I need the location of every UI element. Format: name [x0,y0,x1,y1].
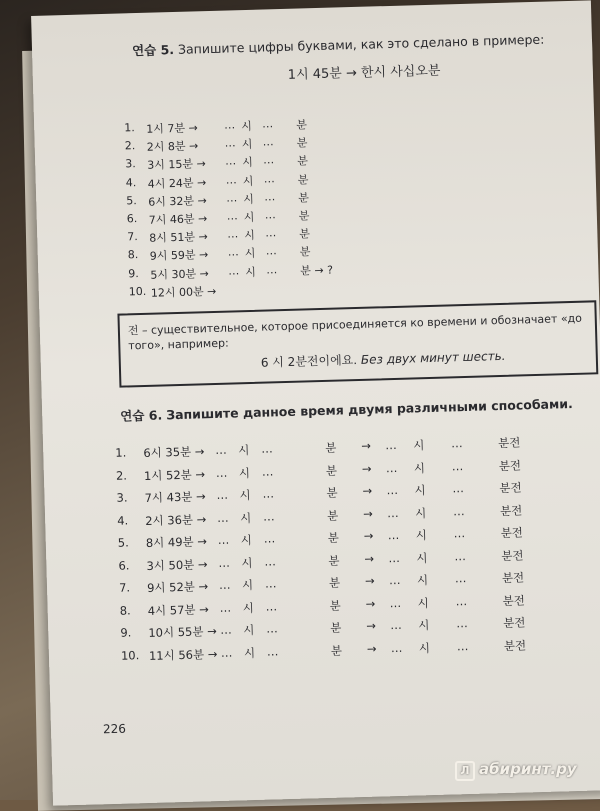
exercise6-d2: … [264,553,277,569]
exercise5-dots1: … [225,172,237,187]
exercise6-d4: … [450,436,463,451]
exercise6-si2: 시 [416,550,428,565]
exercise6-d3: … [388,550,401,565]
exercise6-bunjeon: 분전 [497,435,521,451]
exercise6-d2: … [266,643,279,659]
exercise6-d3: … [390,617,402,633]
exercise6-d3: … [390,640,403,655]
exercise6-bun: 분 [328,575,341,590]
exercise5-time: 3시 15분 → [147,157,206,173]
exercise6-d1: … [216,487,229,502]
exercise6-time: 3시 50분 → [146,556,208,573]
exercise5-si: 시 [241,138,253,152]
exercise6-d1: … [215,465,228,480]
exercise5-dots2: … [262,117,274,131]
exercise6-num: 7. [118,580,131,595]
exercise5-bun: 분 [296,136,308,150]
exercise6-num: 1. [115,445,127,460]
exercise5-label: 연습 5. [131,41,175,59]
exercise6-num: 4. [116,512,129,528]
exercise6-d2: … [262,486,275,501]
exercise5-dots1: … [228,263,240,278]
exercise6-arrow: → [364,551,375,566]
watermark-logo-icon: Л [455,761,475,781]
exercise6-si2: 시 [418,618,430,633]
exercise5-time: 7시 46분 → [148,212,208,227]
exercise5-si: 시 [241,119,253,134]
exercise6-d4: … [454,571,467,586]
exercise5-num: 6. [126,212,138,226]
exercise5-dots1: … [226,209,238,223]
exercise6-num: 2. [115,467,128,483]
exercise5-time: 1시 7분 → [146,121,198,136]
exercise5-num: 3. [125,157,136,171]
exercise6-time: 9시 52분 → [146,579,209,595]
exercise6-d1: … [218,555,231,570]
exercise6-bunjeon: 분전 [501,547,524,563]
exercise5-bun: 분 [299,245,311,259]
exercise6-si2: 시 [414,505,427,520]
exercise6-si: 시 [242,600,254,615]
exercise5-time: 12시 00분 → [150,284,217,300]
page-number: 226 [102,721,127,737]
exercise5-time: 6시 32분 → [148,193,207,209]
exercise6-si2: 시 [413,438,425,453]
exercise5-dots2: … [263,153,275,167]
exercise6-d3: … [386,505,399,520]
exercise6-d4: … [453,526,466,541]
exercise6-bunjeon: 분전 [499,502,523,518]
exercise6-instruction: Запишите данное время двумя различными способами. [165,396,573,423]
exercise6-si: 시 [243,622,255,638]
exercise6-bun: 분 [325,440,337,455]
exercise5-example: 1시 45분 → 한시 사십오분 [287,63,441,83]
exercise6-d3: … [385,437,397,453]
exercise5-heading [132,30,545,60]
exercise5-dots1: … [224,118,236,132]
exercise6-si: 시 [240,533,253,548]
exercise5-dots2: … [264,190,276,204]
exercise6-bun: 분 [327,530,340,545]
exercise6-d3: … [385,460,398,475]
exercise6-num: 3. [116,490,128,505]
exercise5-si: 시 [242,174,254,188]
exercise6-d4: … [452,481,465,496]
exercise5-num: 5. [126,193,137,208]
exercise6-bun: 분 [329,598,341,613]
exercise6-time: 7시 43분 → [144,489,206,505]
exercise5-num: 10. [128,284,147,299]
exercise5-num: 8. [127,248,139,262]
exercise5-dots2: … [266,262,278,277]
exercise6-d4: … [451,458,464,473]
exercise6-si2: 시 [416,573,429,588]
exercise6-d4: … [454,548,467,563]
exercise5-time: 8시 51분 → [149,230,208,245]
exercise6-bunjeon: 분전 [500,525,524,541]
exercise6-bunjeon: 분전 [503,615,526,631]
exercise5-si: 시 [244,228,256,243]
watermark [455,760,577,781]
exercise6-bun: 분 [325,463,338,478]
exercise5-num: 9. [128,266,139,280]
exercise6-d4: … [456,638,469,653]
exercise6-arrow: → [362,483,373,498]
exercise5-num: 1. [124,121,135,135]
exercise5-si: 시 [242,156,254,170]
exercise6-num: 8. [119,602,131,618]
exercise5-num: 7. [127,230,138,244]
exercise5-dots2: … [265,226,277,240]
exercise6-d3: … [388,572,401,588]
exercise6-bun: 분 [328,553,340,568]
exercise5-si: 시 [244,247,256,261]
exercise5-dots2: … [263,171,275,186]
exercise6-d4: … [456,616,468,631]
exercise6-time: 11시 56분 → [148,646,218,663]
exercise5-time: 2시 8분 → [146,139,199,154]
exercise6-arrow: → [365,596,376,611]
exercise5-si: 시 [243,192,255,206]
exercise5-instruction: Запишите цифры буквами, как это сделано в примере: [177,31,545,57]
exercise6-time: 10시 55분 → [148,624,217,640]
exercise5-bun: 분 [296,118,308,132]
exercise6-d1: … [219,600,232,615]
exercise6-d1: … [217,532,230,547]
exercise5-time: 9시 59분 → [149,248,209,264]
exercise6-time: 6시 35분 → [143,444,205,461]
exercise5-dots1: … [227,227,239,241]
note-example-korean: 6 시 2분전이에요. [260,353,358,370]
exercise5-bun: 분 [298,209,310,223]
exercise6-arrow: → [363,528,374,543]
exercise6-time: 4시 57분 → [147,601,210,618]
exercise6-d1: … [220,622,232,637]
exercise5-dots1: … [225,154,237,168]
exercise5-dots2: … [265,244,277,258]
exercise6-d3: … [387,527,400,543]
exercise6-bunjeon: 분전 [498,457,522,473]
exercise6-bunjeon: 분전 [502,592,525,608]
exercise6-bunjeon: 분전 [501,570,525,586]
exercise6-d2: … [261,441,273,456]
exercise6-d1: … [220,645,233,660]
exercise6-arrow: → [366,641,377,656]
exercise5-bun: 분 → ? [300,263,334,278]
exercise6-si2: 시 [418,640,431,655]
exercise6-time: 8시 49분 → [145,534,208,550]
note-text: 전 – существительное, которое присоединяется ко времени и обозначает «до того», например: [127,311,583,353]
exercise6-num: 10. [120,647,140,663]
exercise5-dots2: … [264,208,276,222]
exercise6-si: 시 [241,577,254,593]
exercise6-si: 시 [239,488,251,503]
exercise6-num: 9. [120,625,132,640]
exercise5-bun: 분 [297,154,309,168]
note-example-russian: Без двух минут шесть. [360,348,506,367]
exercise6-bun: 분 [326,508,339,523]
exercise6-bun: 분 [326,485,338,500]
exercise6-bun: 분 [330,620,342,635]
exercise5-si: 시 [243,210,255,225]
exercise6-si: 시 [243,645,256,660]
exercise6-si: 시 [241,555,253,570]
exercise6-si: 시 [238,443,250,458]
exercise6-d4: … [455,593,468,608]
exercise6-arrow: → [361,438,372,453]
exercise6-d2: … [265,598,278,614]
exercise6-d1: … [216,510,229,525]
exercise5-num: 2. [124,139,136,153]
exercise6-d2: … [261,463,274,479]
exercise6-bunjeon: 분전 [503,637,527,653]
exercise6-d3: … [389,595,402,610]
exercise6-d2: … [263,531,276,546]
exercise6-num: 5. [117,535,129,550]
exercise5-bun: 분 [299,227,311,241]
exercise6-arrow: → [364,573,375,588]
exercise6-si2: 시 [414,483,426,498]
exercise6-time: 2시 36분 → [145,511,207,528]
exercise6-si2: 시 [413,460,426,475]
exercise6-heading [120,394,573,425]
exercise6-si: 시 [239,510,252,525]
exercise6-bun: 분 [330,643,343,658]
note-box [117,300,598,387]
exercise6-si: 시 [238,465,251,480]
exercise5-num: 4. [125,175,137,189]
book-page [31,0,600,805]
exercise5-dots2: … [262,135,274,149]
exercise6-d2: … [266,621,278,636]
exercise6-d3: … [386,482,399,498]
exercise6-arrow: → [362,506,373,521]
exercise6-label: 연습 6. [120,407,163,424]
exercise6-d4: … [452,503,465,518]
exercise5-time: 4시 24분 → [147,175,207,191]
exercise6-bunjeon: 분전 [499,480,522,496]
exercise6-num: 6. [118,557,130,573]
exercise5-dots1: … [224,136,236,150]
exercise6-arrow: → [366,618,377,633]
exercise5-time: 5시 30분 → [150,266,209,282]
exercise6-d2: … [264,576,277,591]
exercise6-si2: 시 [417,595,429,610]
exercise6-d1: … [215,442,227,457]
exercise6-d1: … [218,577,231,592]
watermark-text: абиринт.ру [479,760,577,778]
exercise5-dots1: … [226,191,238,205]
exercise6-time: 1시 52분 → [143,466,206,483]
note-example [261,347,506,371]
exercise6-d2: … [262,508,275,524]
exercise5-dots1: … [227,245,239,259]
exercise6-si2: 시 [415,528,428,543]
exercise6-arrow: → [361,461,372,476]
exercise5-si: 시 [245,265,257,279]
exercise5-bun: 분 [297,172,309,187]
exercise5-bun: 분 [298,191,310,205]
